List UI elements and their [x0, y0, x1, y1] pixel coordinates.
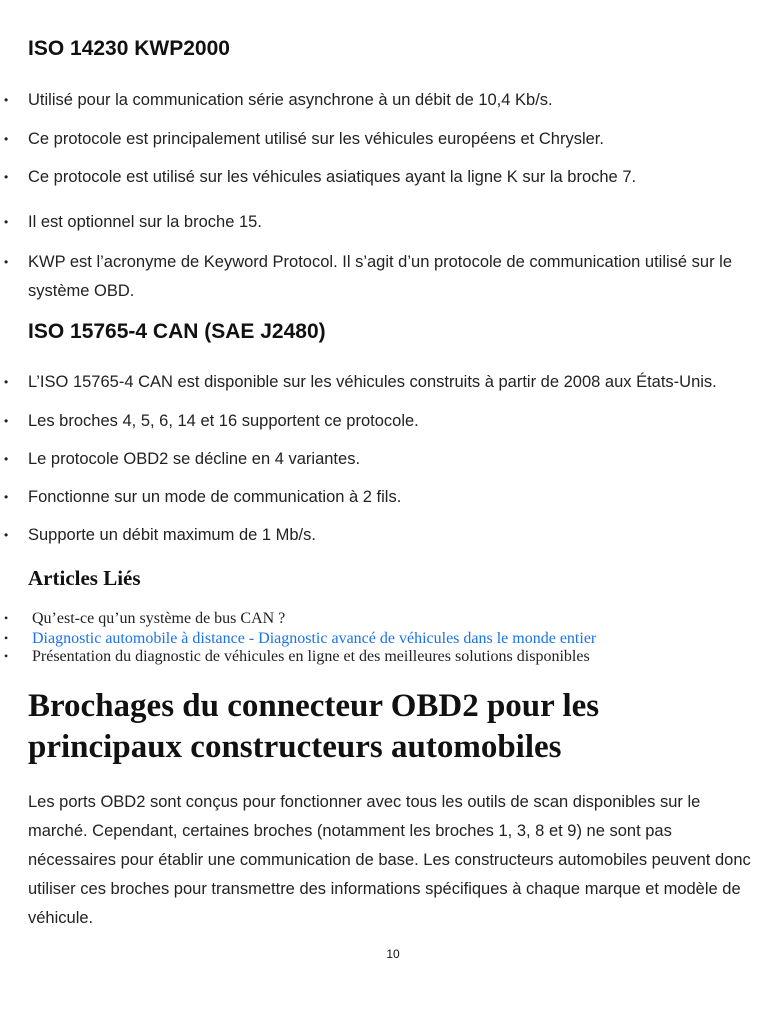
list-item-text: Il est optionnel sur la broche 15. — [28, 213, 262, 231]
bullet-icon: • — [4, 93, 9, 107]
related-article-text: Qu’est-ce qu’un système de bus CAN ? — [32, 610, 286, 627]
bullet-icon: • — [4, 132, 9, 146]
list-item-text: Supporte un débit maximum de 1 Mb/s. — [28, 526, 316, 544]
section-heading-can: ISO 15765-4 CAN (SAE J2480) — [28, 320, 326, 343]
bullet-icon: • — [4, 255, 9, 269]
related-article-text: Présentation du diagnostic de véhicules en ligne et des meilleures solutions disponibles — [32, 648, 590, 665]
bullet-icon: • — [4, 649, 9, 663]
list-item-text: L’ISO 15765-4 CAN est disponible sur les véhicules construits à partir de 2008 aux États-Unis. — [28, 373, 717, 391]
list-item-text: KWP est l’acronyme de Keyword Protocol. Il s’agit d’un protocole de communication utilisé sur le système OBD. — [28, 253, 733, 300]
list-item-text: Le protocole OBD2 se décline en 4 variantes. — [28, 450, 361, 468]
bullet-icon: • — [4, 170, 9, 184]
bullet-icon: • — [4, 611, 9, 625]
page-number: 10 — [386, 947, 400, 961]
list-item-text: Ce protocole est principalement utilisé sur les véhicules européens et Chrysler. — [28, 130, 604, 148]
bullet-icon: • — [4, 490, 9, 504]
list-item-text: Ce protocole est utilisé sur les véhicules asiatiques ayant la ligne K sur la broche 7. — [28, 168, 637, 186]
list-item-text: Utilisé pour la communication série asynchrone à un débit de 10,4 Kb/s. — [28, 91, 553, 109]
bullet-icon: • — [4, 452, 9, 466]
bullet-icon: • — [4, 414, 9, 428]
list-item-text: Les broches 4, 5, 6, 14 et 16 supportent ce protocole. — [28, 412, 419, 430]
bullet-icon: • — [4, 215, 9, 229]
body-paragraph: Les ports OBD2 sont conçus pour fonctionner avec tous les outils de scan disponibles sur le marché. Cependant, certaines broches (notamment les broches 1, 3, 8 et 9) ne sont pas nécessaires pour établir une communication de base. Les constructeurs automobiles peuvent donc utiliser ces broches pour transmettre des informations spécifiques à chaque marque et modèle de véhicule. — [28, 793, 751, 927]
related-articles-heading: Articles Liés — [28, 566, 141, 590]
related-article-link[interactable]: Diagnostic automobile à distance - Diagnostic avancé de véhicules dans le monde entier — [32, 630, 597, 647]
bullet-icon: • — [4, 631, 9, 645]
bullet-icon: • — [4, 528, 9, 542]
list-item-text: Fonctionne sur un mode de communication à 2 fils. — [28, 488, 402, 506]
bullet-icon: • — [4, 375, 9, 389]
main-title: Brochages du connecteur OBD2 pour les principaux constructeurs automobiles — [28, 688, 600, 765]
section-heading-kwp2000: ISO 14230 KWP2000 — [28, 37, 230, 60]
